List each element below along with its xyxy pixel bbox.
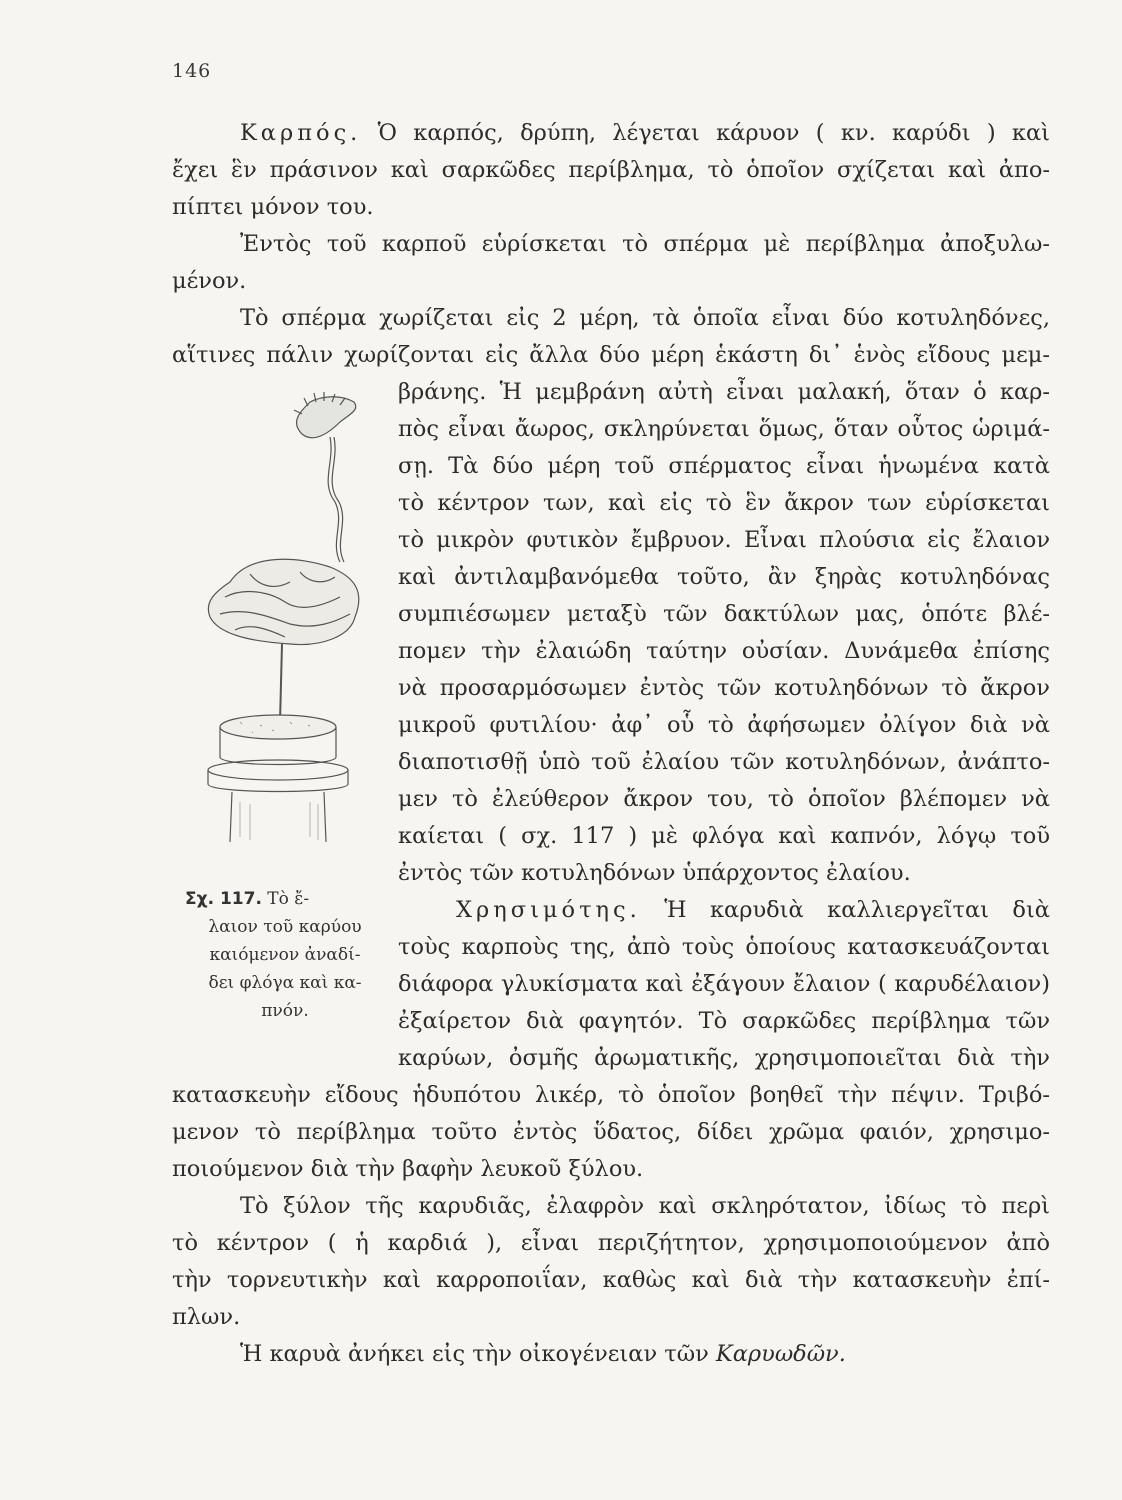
- text-line: ἐξαίρετον διὰ φαγητόν. Τὸ σαρκῶδες περίβλημα τῶν: [398, 1008, 1050, 1034]
- text-span: Ἡ καρυδιὰ καλλιεργεῖται διὰ: [640, 897, 1050, 923]
- text-line: σῃ. Τὰ δύο μέρη τοῦ σπέρματος εἶναι ἡνωμένα κατὰ: [398, 453, 1050, 479]
- caption-line: δει φλόγα καὶ κα-: [208, 973, 362, 993]
- caption-line: καιόμενον ἀναδί-: [209, 945, 361, 965]
- section-heading-chrisimotis: Χρησιμότης.: [456, 897, 641, 923]
- text-line: καίεται ( σχ. 117 ) μὲ φλόγα καὶ καπνόν, λόγῳ τοῦ: [398, 823, 1050, 849]
- text-span: Ὁ καρπός, δρύπη, λέγεται κάρυον ( κν. καρύδι ) καὶ: [361, 120, 1050, 146]
- text-line: [240, 1337, 1050, 1371]
- text-line: [456, 893, 1050, 927]
- text-line: μενον τὸ περίβλημα τοῦτο ἐντὸς ὕδατος, δίδει χρῶμα φαιόν, χρησιμο-: [172, 1119, 1050, 1145]
- text-line: συμπιέσωμεν μεταξὺ τῶν δακτύλων μας, ὁπότε βλέ-: [398, 601, 1050, 627]
- text-line: ποιούμενον διὰ τὴν βαφὴν λευκοῦ ξύλου.: [172, 1156, 644, 1182]
- text-line: τοὺς καρποὺς της, ἀπὸ τοὺς ὁποίους κατασκευάζονται: [398, 934, 1050, 960]
- text-span: Ἡ καρυὰ ἀνήκει εἰς τὴν οἰκογένειαν τῶν: [240, 1341, 716, 1367]
- text-line: κατασκευὴν εἴδους ἡδυπότου λικέρ, τὸ ὁποῖον βοηθεῖ τὴν πέψιν. Τριβό-: [172, 1082, 1050, 1108]
- text-line: πίπτει μόνον του.: [172, 194, 374, 220]
- caption-text: Τὸ ἔ-: [261, 889, 310, 909]
- figure-label: Σχ. 117.: [185, 889, 262, 909]
- page-number: 146: [172, 60, 212, 82]
- text-line: καρύων, ὀσμῆς ἀρωματικῆς, χρησιμοποιεῖται διὰ τὴν: [398, 1045, 1050, 1071]
- text-line: Τὸ σπέρμα χωρίζεται εἰς 2 μέρη, τὰ ὁποῖα εἶναι δύο κοτυληδόνες,: [240, 305, 1050, 331]
- text-line: Τὸ ξύλον τῆς καρυδιᾶς, ἐλαφρὸν καὶ σκληρότατον, ἰδίως τὸ περὶ: [240, 1193, 1050, 1219]
- text-line: ἔχει ἓν πράσινον καὶ σαρκῶδες περίβλημα, τὸ ὁποῖον σχίζεται καὶ ἀπο-: [172, 157, 1050, 183]
- text-line: διάφορα γλυκίσματα καὶ ἐξάγουν ἔλαιον ( καρυδέλαιον): [398, 971, 1050, 997]
- text-line: πομεν τὴν ἐλαιώδη ταύτην οὐσίαν. Δυνάμεθα ἐπίσης: [398, 638, 1050, 664]
- text-line: αἵτινες πάλιν χωρίζονται εἰς ἄλλα δύο μέρη ἑκάστη δι᾽ ἑνὸς εἴδους μεμ-: [172, 342, 1050, 368]
- text-line: νὰ προσαρμόσωμεν ἐντὸς τῶν κοτυληδόνων τὸ ἄκρον: [398, 675, 1050, 701]
- text-line: τὸ κέντρον των, καὶ εἰς τὸ ἓν ἄκρον των εὑρίσκεται: [398, 490, 1050, 516]
- family-name: Καρυωδῶν.: [715, 1341, 846, 1367]
- text-line: καὶ ἀντιλαμβανόμεθα τοῦτο, ἂν ξηρὰς κοτυληδόνας: [398, 564, 1050, 590]
- section-heading-karpos: Καρπός.: [240, 120, 362, 146]
- text-line: μικροῦ φυτιλίου· ἀφ᾽ οὗ τὸ ἀφήσωμεν ὀλίγον διὰ νὰ: [398, 712, 1050, 738]
- figure-caption: [185, 886, 385, 912]
- text-line: μένον.: [172, 268, 247, 294]
- text-line: τὴν τορνευτικὴν καὶ καρροποιΐαν, καθὼς καὶ διὰ τὴν κατασκευὴν ἐπί-: [172, 1267, 1050, 1293]
- text-line: τὸ κέντρον ( ἡ καρδιά ), εἶναι περιζήτητον, χρησιμοποιούμενον ἀπὸ: [172, 1230, 1050, 1256]
- caption-line: λαιον τοῦ καρύου: [208, 917, 362, 937]
- text-line: Ἐντὸς τοῦ καρποῦ εὑρίσκεται τὸ σπέρμα μὲ περίβλημα ἀποξυλω-: [240, 231, 1050, 257]
- text-line: ἐντὸς τῶν κοτυληδόνων ὑπάρχοντος ἐλαίου.: [398, 860, 911, 886]
- text-line: διαποτισθῇ ὑπὸ τοῦ ἐλαίου τῶν κοτυληδόνων, ἀνάπτο-: [398, 749, 1050, 775]
- caption-line: πνόν.: [261, 1001, 309, 1021]
- text-line: πλων.: [172, 1304, 241, 1330]
- walnut-lamp-illustration-icon: [190, 392, 380, 852]
- text-line: πὸς εἶναι ἄωρος, σκληρύνεται ὅμως, ὅταν οὗτος ὡριμά-: [398, 416, 1050, 442]
- text-line: [240, 116, 1050, 150]
- text-line: τὸ μικρὸν φυτικὸν ἔμβρυον. Εἶναι πλούσια εἰς ἔλαιον: [398, 527, 1050, 553]
- text-line: μεν τὸ ἐλεύθερον ἄκρον του, τὸ ὁποῖον βλέπομεν νὰ: [398, 786, 1050, 812]
- text-line: βράνης. Ἡ μεμβράνη αὐτὴ εἶναι μαλακή, ὅταν ὁ καρ-: [398, 379, 1050, 405]
